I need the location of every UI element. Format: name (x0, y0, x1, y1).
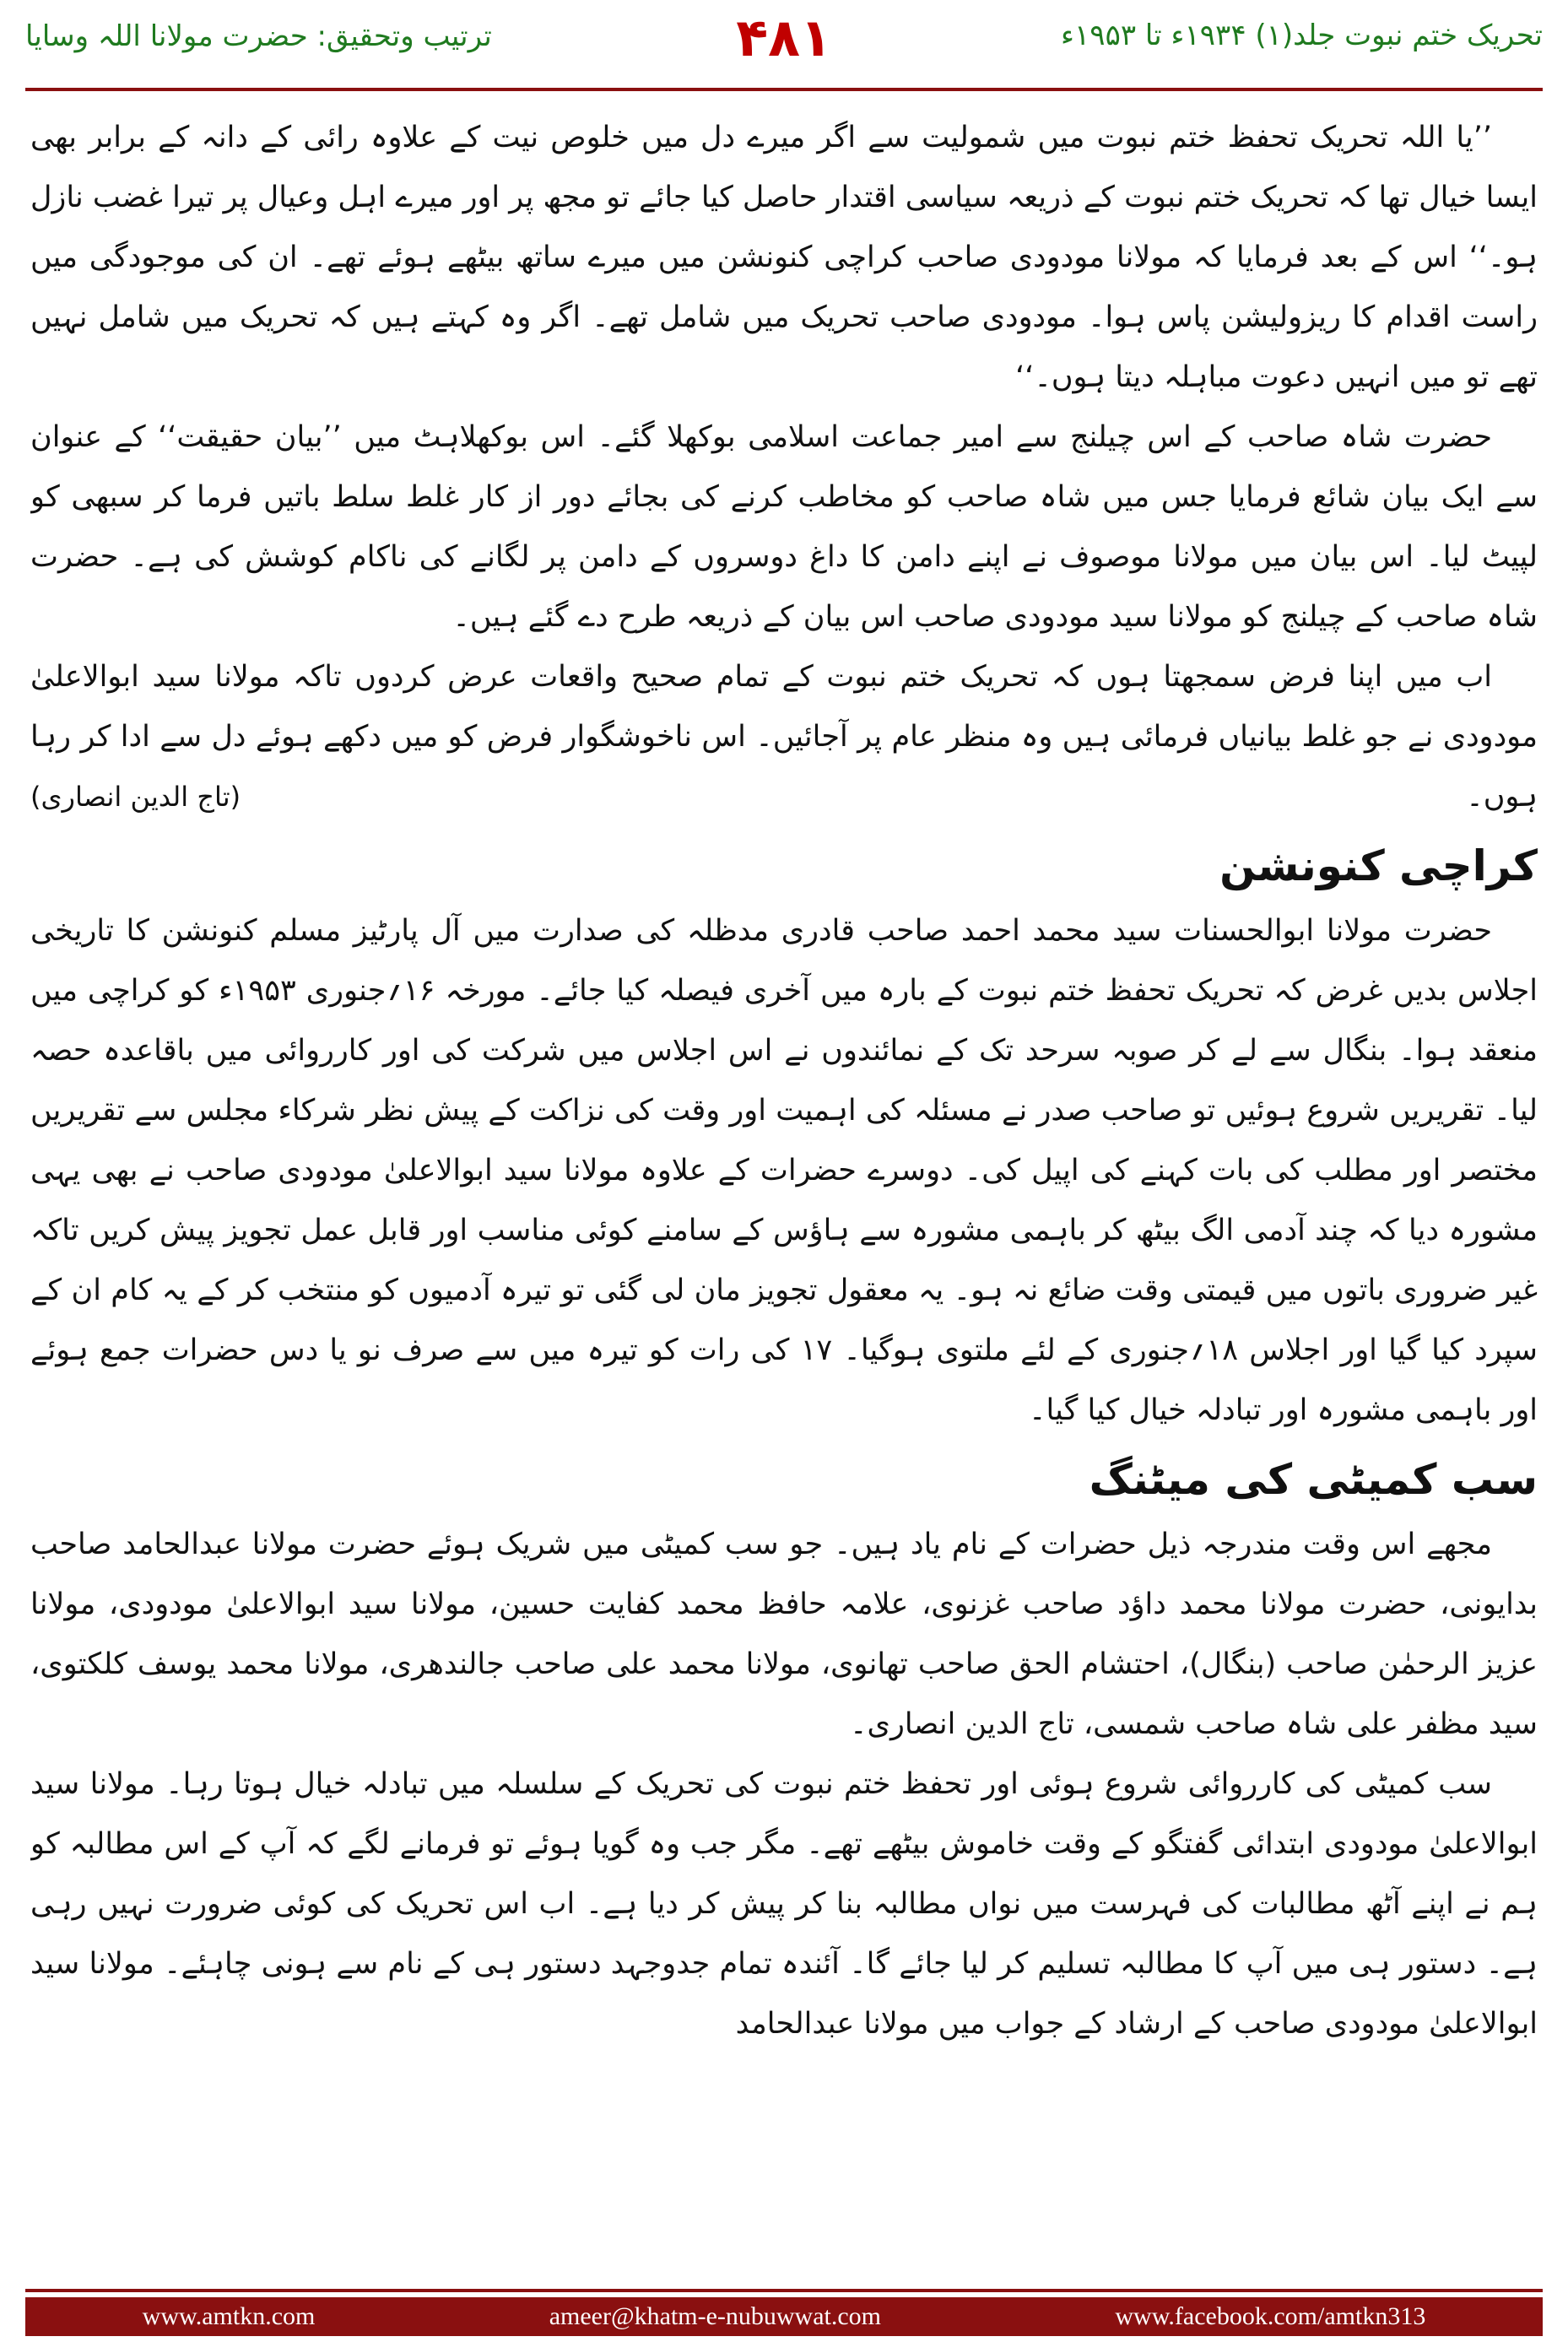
paragraph-members: مجھے اس وقت مندرجہ ذیل حضرات کے نام یاد ہیں۔ جو سب کمیٹی میں شریک ہوئے حضرت مولانا عبدالحامد صاحب بدایونی، حضرت مولانا محمد داؤد صاحب غزنوی، علامہ حافظ محمد کفایت حسین، مولانا سید ابوالاعلیٰ مودودی، مولانا عزیز الرحمٰن صاحب (بنگال)، احتشام الحق صاحب تھانوی، مولانا محمد علی صاحب جالندھری، مولانا محمد یوسف کلکتوی، سید مظفر علی شاہ صاحب شمسی، تاج الدین انصاری۔ (30, 1528, 1538, 1741)
book-title: تحریک ختم نبوت جلد(۱) ۱۹۳۴ء تا ۱۹۵۳ء (1061, 19, 1543, 52)
header-divider (25, 88, 1543, 91)
paragraph-challenge: حضرت شاہ صاحب کے اس چیلنج سے امیر جماعت اسلامی بوکھلا گئے۔ اس بوکھلاہٹ میں ’’بیان حقیقت‘‘ کے عنوان سے ایک بیان شائع فرمایا جس میں شاہ صاحب کو مخاطب کرنے کی بجائے دور از کار غلط سلط باتیں فرما کر سبھی کو لپیٹ لیا۔ اس بیان میں مولانا موصوف نے اپنے دامن کا داغ دوسروں کے دامن پر لگانے کی ناکام کوشش کی ہے۔ حضرت شاہ صاحب کے چیلنج کو مولانا سید مودودی صاحب اس بیان کے ذریعہ طرح دے گئے ہیں۔ (30, 420, 1538, 634)
paragraph-duty-text: اب میں اپنا فرض سمجھتا ہوں کہ تحریک ختم نبوت کے تمام صحیح واقعات عرض کردوں تاکہ مولانا سید ابوالاعلیٰ مودودی نے جو غلط بیانیاں فرمائی ہیں وہ منظر عام پر آجائیں۔ اس ناخوشگوار فرض کو میں دکھے ہوئے دل سے ادا کر رہا ہوں۔ (30, 660, 1538, 814)
footer-divider (25, 2289, 1543, 2292)
page-body (30, 108, 1538, 2269)
paragraph-duty (30, 647, 1538, 827)
paragraph-quote: ’’یا اللہ تحریک تحفظ ختم نبوت میں شمولیت سے اگر میرے دل میں خلوص نیت کے علاوہ رائی کے دانہ کے برابر بھی ایسا خیال تھا کہ تحریک ختم نبوت کے ذریعہ سیاسی اقتدار حاصل کیا جائے تو مجھ پر اور میرے اہل وعیال پر تیرا غضب نازل ہو۔‘‘ اس کے بعد فرمایا کہ مولانا مودودی صاحب کراچی کنونشن میں میرے ساتھ بیٹھے ہوئے تھے۔ ان کی موجودگی میں راست اقدام کا ریزولیشن پاس ہوا۔ مودودی صاحب تحریک میں شامل تھے۔ اگر وہ کہتے ہیں کہ تحریک میں شامل نہیں تھے تو میں انہیں دعوت مباہلہ دیتا ہوں۔‘‘ (30, 121, 1538, 394)
author-signature: (تاج الدین انصاری) (30, 781, 241, 813)
compiler-credit: ترتیب وتحقیق: حضرت مولانا اللہ وسایا (25, 19, 492, 53)
paragraph-convention: حضرت مولانا ابوالحسنات سید محمد احمد صاحب قادری مدظلہ کی صدارت میں آل پارٹیز مسلم کنونشن کا تاریخی اجلاس بدیں غرض کہ تحریک تحفظ ختم نبوت کے بارہ میں آخری فیصلہ کیا جائے۔ مورخہ ۱۶؍جنوری ۱۹۵۳ء کو کراچی میں منعقد ہوا۔ بنگال سے لے کر صوبہ سرحد تک کے نمائندوں نے اس اجلاس میں شرکت کی اور کارروائی میں باقاعدہ حصہ لیا۔ تقریریں شروع ہوئیں تو صاحب صدر نے مسئلہ کی اہمیت اور وقت کی نزاکت کے پیش نظر شرکاء مجلس سے تقریریں مختصر اور مطلب کی بات کہنے کی اپیل کی۔ دوسرے حضرات کے علاوہ مولانا سید ابوالاعلیٰ مودودی صاحب نے بھی یہی مشورہ دیا کہ چند آدمی الگ بیٹھ کر باہمی مشورہ سے ہاؤس کے سامنے کوئی مناسب اور قابل عمل تجویز پیش کریں تاکہ غیر ضروری باتوں میں قیمتی وقت ضائع نہ ہو۔ یہ معقول تجویز مان لی گئی تو تیرہ آدمیوں کو منتخب کر کے یہ کام ان کے سپرد کیا گیا اور اجلاس ۱۸؍جنوری کے لئے ملتوی ہوگیا۔ ۱۷ کی رات کو تیرہ میں سے صرف نو یا دس حضرات جمع ہوئے اور باہمی مشورہ اور تبادلہ خیال کیا گیا۔ (30, 914, 1538, 1427)
page-number: ۴۸۱ (736, 7, 832, 68)
section-heading-karachi-convention: کراچی کنونشن (1219, 841, 1538, 890)
footer-bar (25, 2297, 1543, 2336)
section-heading-subcommittee: سب کمیٹی کی میٹنگ (1089, 1455, 1538, 1504)
facebook-link[interactable]: www.facebook.com/amtkn313 (1115, 2302, 1426, 2330)
paragraph-proceedings: سب کمیٹی کی کارروائی شروع ہوئی اور تحفظ ختم نبوت کی تحریک کے سلسلہ میں تبادلہ خیال ہوتا رہا۔ مولانا سید ابوالاعلیٰ مودودی ابتدائی گفتگو کے وقت خاموش بیٹھے تھے۔ مگر جب وہ گویا ہوئے تو فرمانے لگے کہ آپ کے اس مطالبہ کو ہم نے اپنے آٹھ مطالبات کی فہرست میں نواں مطالبہ بنا کر پیش کر دیا ہے۔ اب اس تحریک کی کوئی ضرورت نہیں رہی ہے۔ دستور ہی میں آپ کا مطالبہ تسلیم کر لیا جائے گا۔ آئندہ تمام جدوجہد دستور ہی کے نام سے ہونی چاہئے۔ مولانا سید ابوالاعلیٰ مودودی صاحب کے ارشاد کے جواب میں مولانا عبدالحامد (30, 1767, 1538, 2041)
website-link[interactable]: www.amtkn.com (142, 2302, 316, 2330)
email-link[interactable]: ameer@khatm-e-nubuwwat.com (549, 2302, 882, 2330)
